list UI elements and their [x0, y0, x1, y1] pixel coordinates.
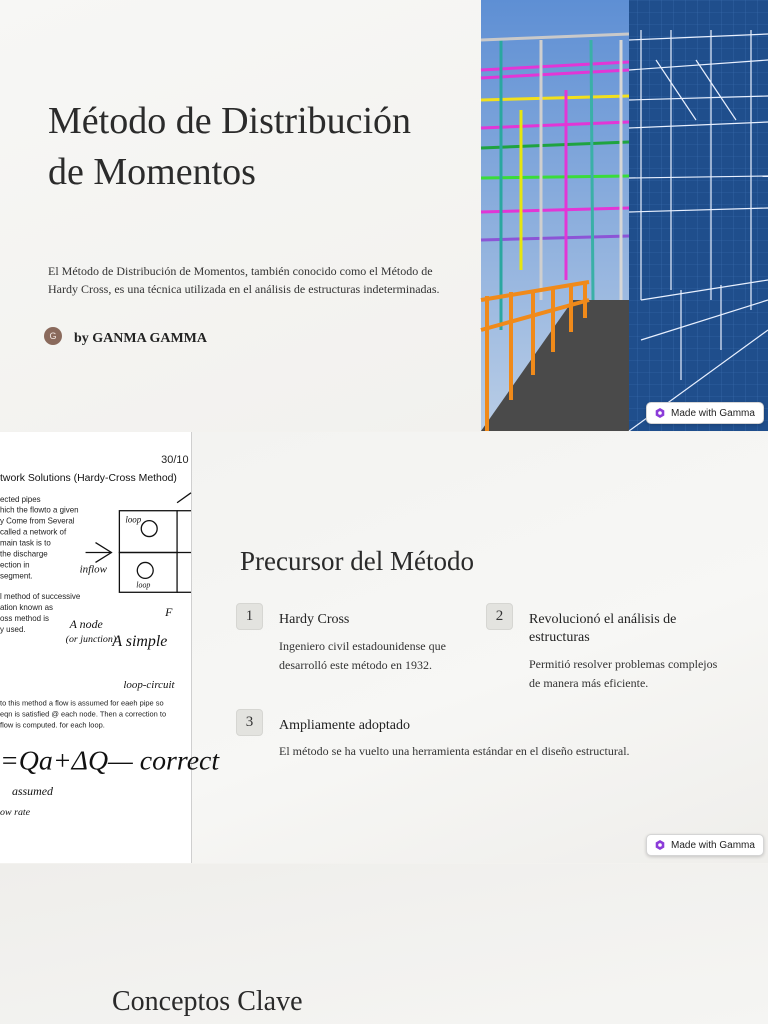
svg-text:y used.: y used. [0, 625, 26, 635]
svg-text:flow is computed. for each loo: flow is computed. for each loop. [0, 720, 105, 730]
avatar: G [44, 327, 62, 345]
svg-text:(or junction): (or junction) [65, 634, 117, 646]
svg-text:=Qa+ΔQ— correct: =Qa+ΔQ— correct [0, 745, 220, 777]
author-name: by GANMA GAMMA [74, 331, 207, 346]
svg-text:A simple: A simple [112, 633, 168, 651]
made-with-gamma-label: Made with Gamma [671, 407, 755, 419]
item-title: Ampliamente adoptado [279, 718, 411, 733]
step-number: 3 [236, 709, 263, 736]
presentation-title: Método de Distribución de Momentos [48, 100, 412, 193]
svg-text:l method of successive: l method of successive [0, 592, 81, 602]
svg-text:eqn is satisfied @ each node.: eqn is satisfied @ each node. Then a correction to [0, 709, 167, 719]
svg-text:inflow: inflow [79, 563, 107, 576]
svg-text:called a network of: called a network of [0, 527, 67, 537]
svg-text:loop-circuit: loop-circuit [123, 678, 175, 691]
svg-text:ected pipes: ected pipes [0, 494, 41, 504]
notes-heading: twork Solutions (Hardy-Cross Method) [0, 472, 177, 484]
svg-text:loop: loop [125, 514, 142, 525]
svg-text:main task is to: main task is to [0, 538, 51, 548]
slide-key-concepts [0, 864, 768, 1024]
made-with-gamma-label: Made with Gamma [671, 839, 755, 851]
svg-text:A node: A node [69, 617, 103, 632]
item-title: Revolucionó el análisis de estructuras [529, 612, 677, 645]
item-description: El método se ha vuelto una herramienta estándar en el diseño estructural. [279, 744, 630, 758]
structural-model-image [481, 0, 768, 431]
list-item [236, 709, 656, 769]
gamma-logo-icon [655, 408, 665, 418]
gamma-logo-icon [655, 840, 665, 850]
svg-text:loop: loop [136, 580, 151, 590]
section-heading: Conceptos Clave [112, 986, 303, 1017]
svg-text:ow rate: ow rate [0, 807, 31, 819]
list-item [236, 603, 456, 683]
intro-paragraph: El Método de Distribución de Momentos, también conocido como el Método de Hardy Cross, es una técnica utilizada en el análisis de estructuras indeterminadas. [48, 264, 440, 296]
item-description: Ingeniero civil estadounidense que desarrolló este método en 1932. [279, 639, 446, 672]
section-heading: Precursor del Método [240, 546, 474, 576]
made-with-gamma-button[interactable] [646, 402, 764, 424]
svg-text:assumed: assumed [11, 784, 54, 799]
svg-text:F: F [165, 605, 173, 620]
svg-text:the discharge: the discharge [0, 549, 48, 559]
item-description: Permitió resolver problemas complejos de manera más eficiente. [529, 657, 718, 690]
svg-text:ation known as: ation known as [0, 603, 53, 613]
svg-text:y Come from Several: y Come from Several [0, 516, 75, 526]
step-number: 2 [486, 603, 513, 630]
slide-precursor [0, 432, 768, 863]
notes-page: 30/10 [161, 453, 189, 466]
step-number: 1 [236, 603, 263, 630]
svg-text:oss method is: oss method is [0, 614, 49, 624]
author-byline [44, 325, 207, 347]
made-with-gamma-button[interactable] [646, 834, 764, 856]
handwritten-notes-image [0, 432, 220, 863]
item-title: Hardy Cross [279, 612, 350, 627]
slide-title [0, 0, 768, 431]
list-item [486, 603, 726, 703]
svg-text:segment.: segment. [0, 571, 33, 581]
svg-text:ection in: ection in [0, 560, 30, 570]
svg-text:to this method a flow is assum: to this method a flow is assumed for eaeh pipe so [0, 698, 164, 708]
svg-text:hich the flowto a given: hich the flowto a given [0, 505, 79, 515]
